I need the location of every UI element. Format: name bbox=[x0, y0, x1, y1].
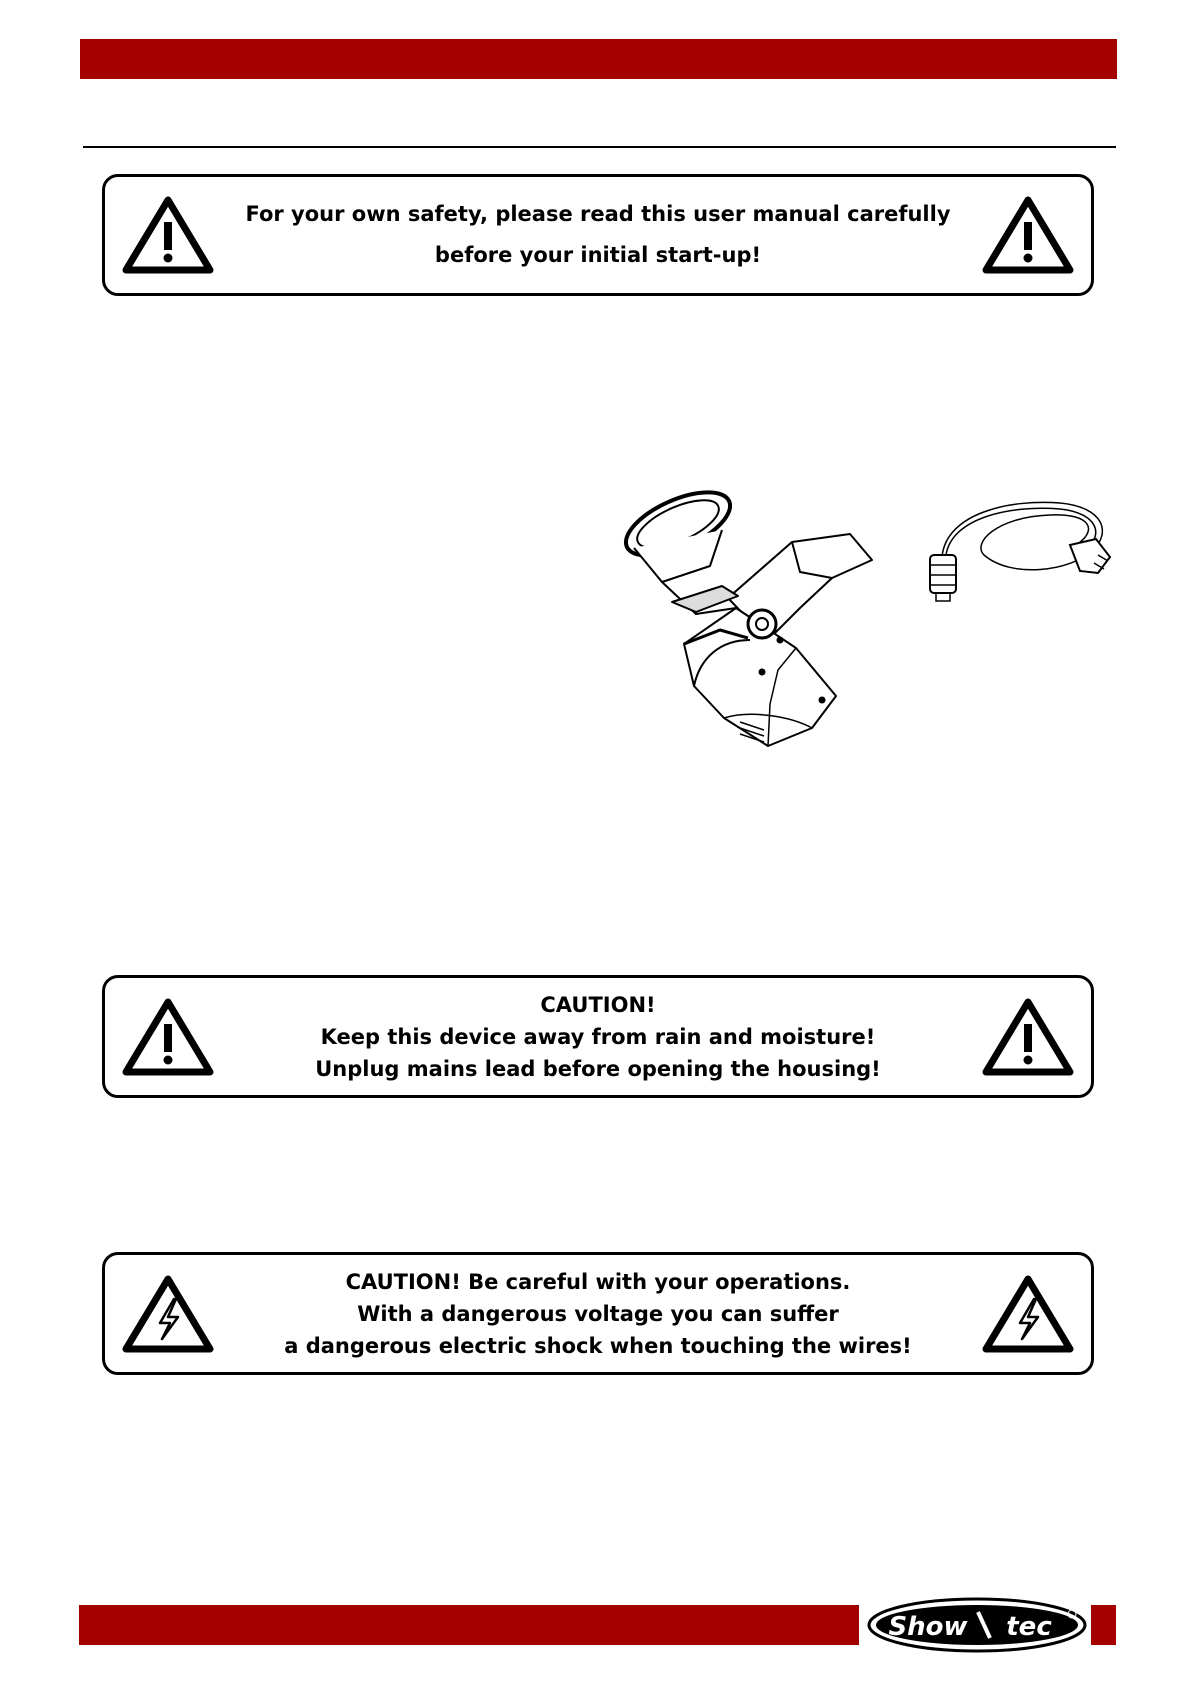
warning-line: With a dangerous voltage you can suffer bbox=[357, 1301, 839, 1326]
moisture-warning-box bbox=[102, 975, 1094, 1098]
high-voltage-icon bbox=[982, 1275, 1074, 1353]
exclamation-warning-icon bbox=[122, 196, 214, 274]
showtec-logo bbox=[866, 1596, 1088, 1654]
exclamation-warning-icon bbox=[982, 196, 1074, 274]
moisture-warning-text bbox=[215, 978, 981, 1095]
voltage-warning-text bbox=[215, 1255, 981, 1372]
scanner-fixture-drawing bbox=[600, 490, 900, 755]
footer-bar-end bbox=[1091, 1605, 1116, 1645]
exclamation-warning-icon bbox=[982, 998, 1074, 1076]
warning-line: CAUTION! bbox=[540, 992, 656, 1017]
svg-text:Show: Show bbox=[888, 1612, 968, 1642]
svg-text:tec: tec bbox=[1006, 1612, 1052, 1642]
header-bar bbox=[80, 39, 1117, 79]
warning-line: Unplug mains lead before opening the housing! bbox=[315, 1056, 881, 1081]
warning-line: a dangerous electric shock when touching the wires! bbox=[284, 1333, 912, 1358]
exclamation-warning-icon bbox=[122, 998, 214, 1076]
voltage-warning-box bbox=[102, 1252, 1094, 1375]
header-rule bbox=[83, 146, 1116, 148]
warning-line: Keep this device away from rain and moisture! bbox=[320, 1024, 876, 1049]
warning-line: before your initial start-up! bbox=[434, 243, 762, 267]
warning-line: For your own safety, please read this user manual carefully bbox=[245, 202, 951, 226]
power-cable-drawing bbox=[920, 495, 1115, 605]
safety-warning-box bbox=[102, 174, 1094, 296]
high-voltage-icon bbox=[122, 1275, 214, 1353]
warning-line: CAUTION! Be careful with your operations. bbox=[345, 1269, 851, 1294]
footer-bar bbox=[79, 1605, 859, 1645]
safety-warning-text bbox=[215, 177, 981, 293]
